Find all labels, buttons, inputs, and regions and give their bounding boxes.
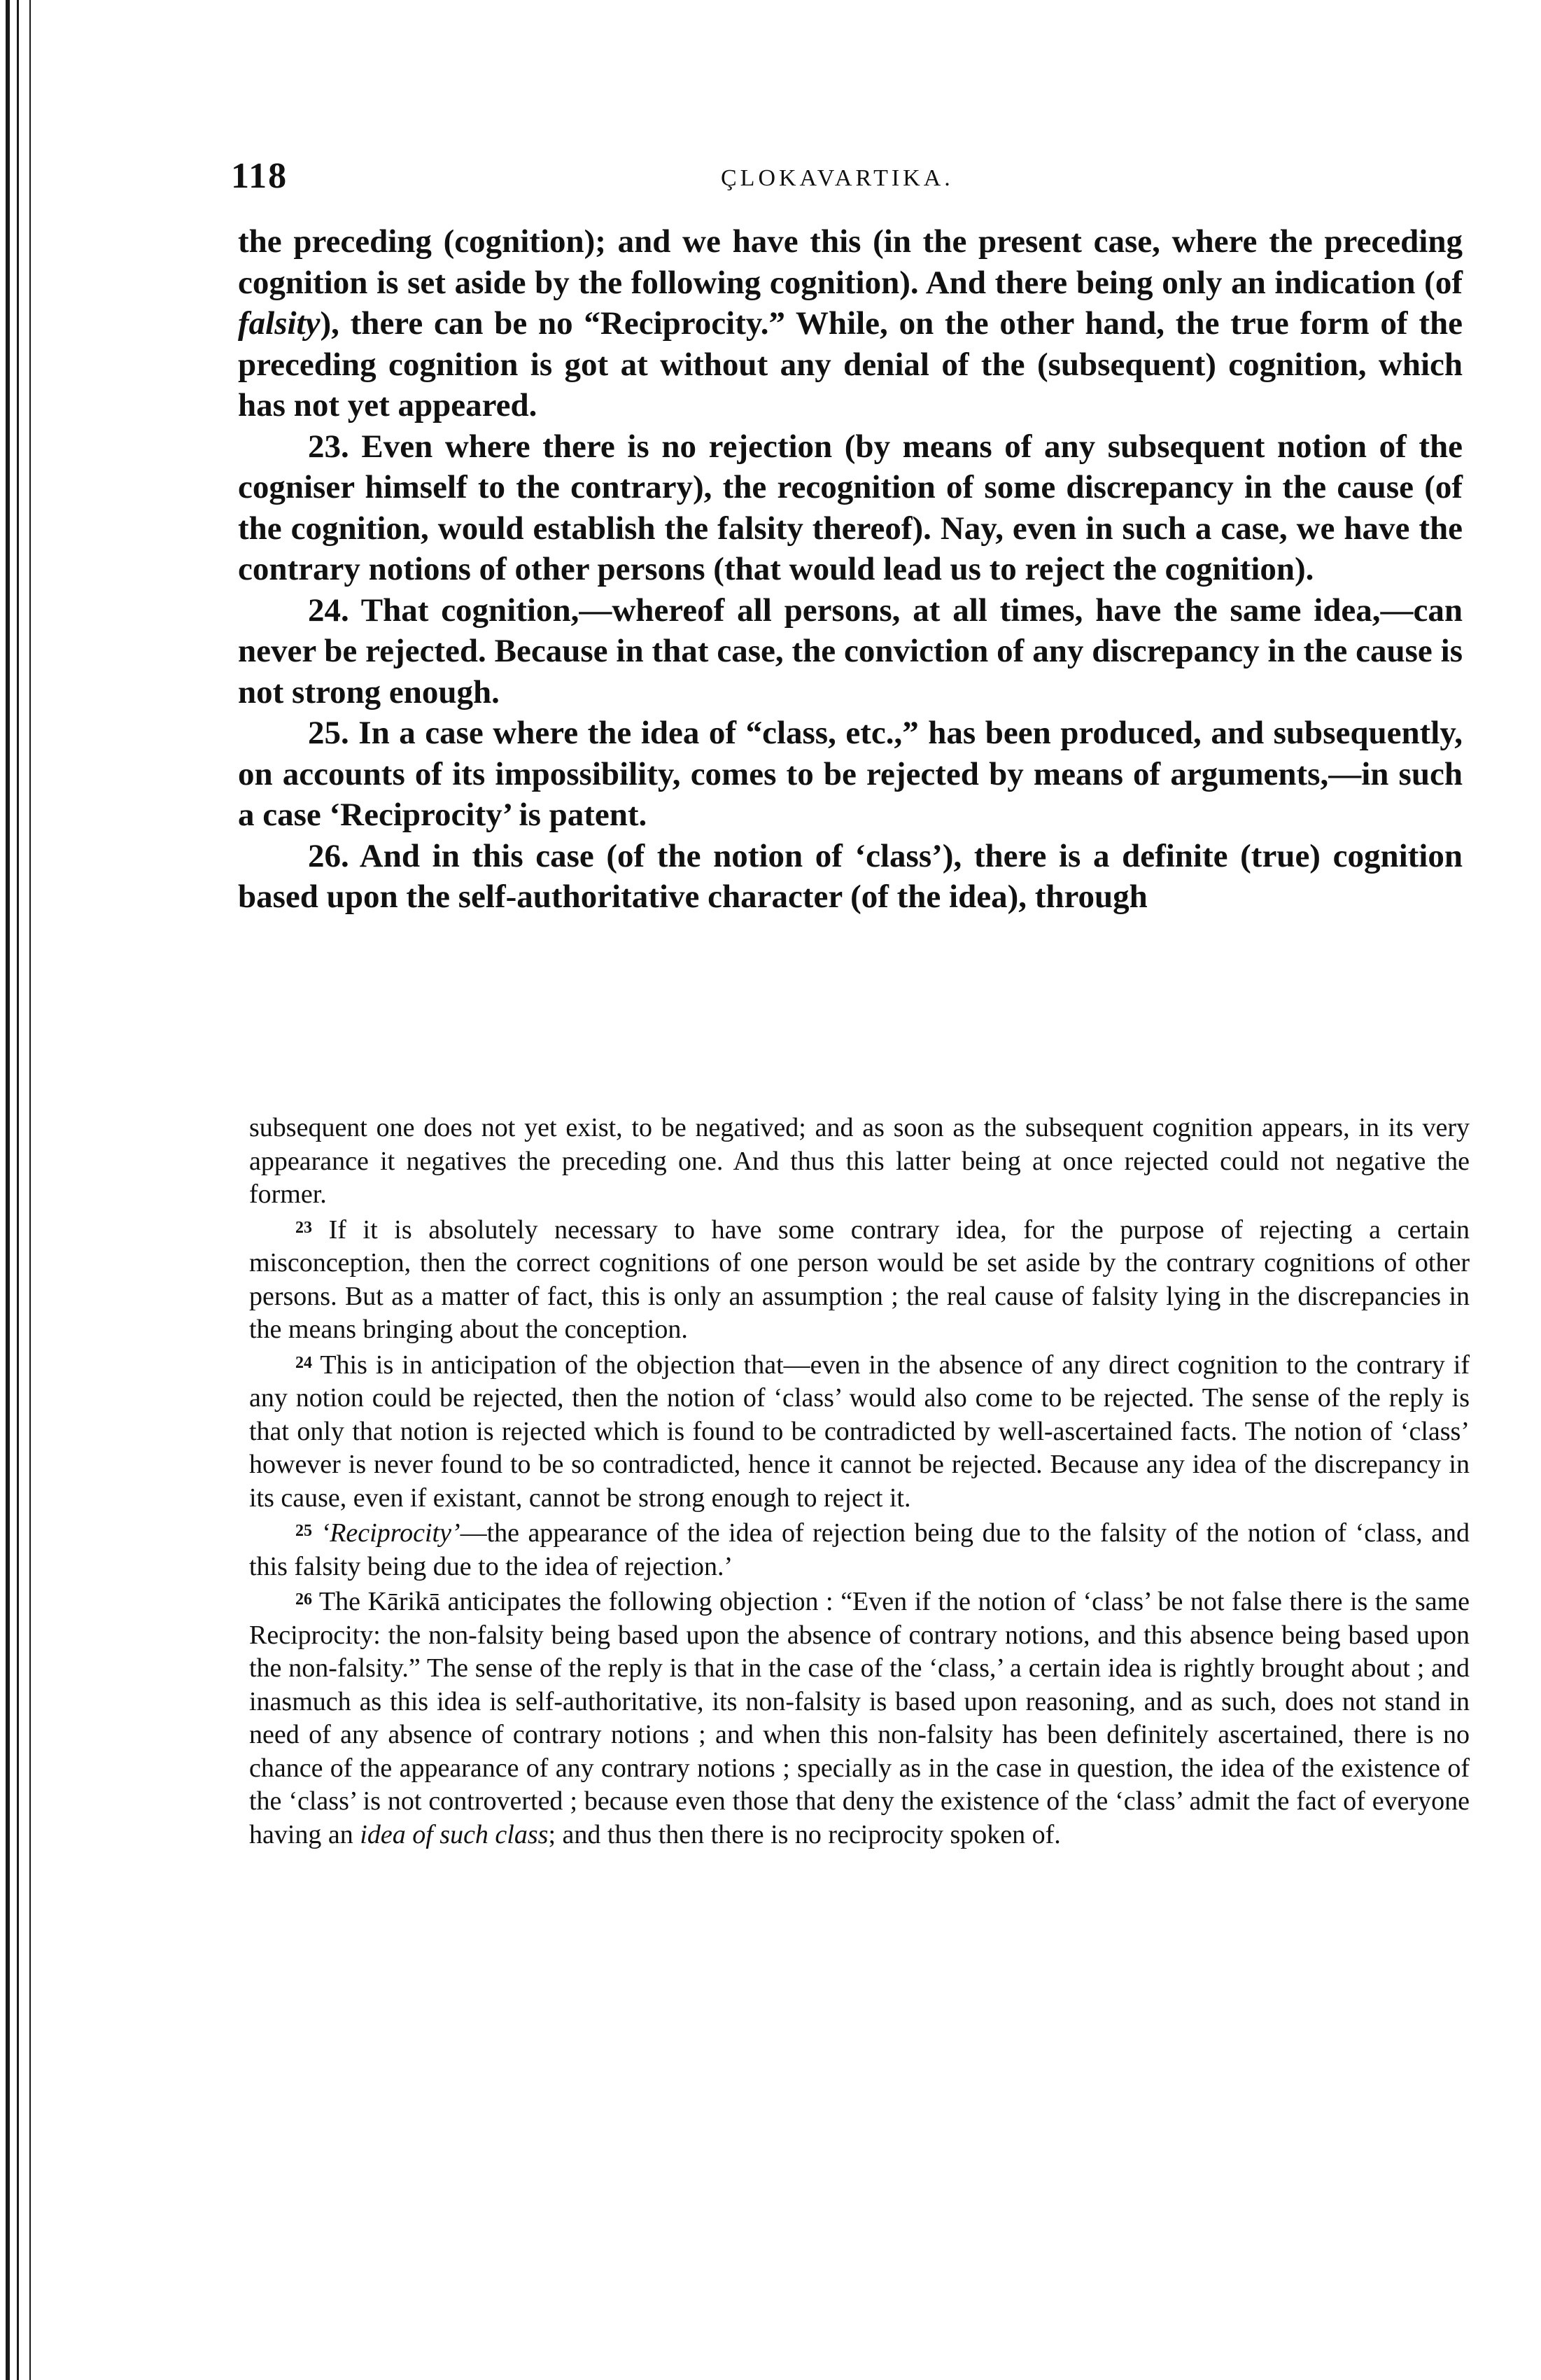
footnote-23: [249, 1212, 1470, 1347]
page-number: 118: [231, 156, 288, 196]
text-segment: ), there can be no “Reciprocity.” While, on the other hand, the true form of the preceding cognition is got at without any denial of the (subsequent) cognition, which has not yet appeared.: [238, 305, 1463, 424]
footnote-number: 23: [295, 1218, 312, 1237]
emphasis-idea-of-class: idea of such class: [360, 1819, 549, 1849]
text-segment: the preceding (cognition); and we have this (in the present case, where the preceding cognition is set aside by the following cognition). And there being only an indication (of: [238, 223, 1463, 301]
paragraph-24: 24. That cognition,—whereof all persons, at all times, have the same idea,—can never be rejected. Because in that case, the conviction of any discrepancy in the cause is not strong enough.: [238, 592, 1463, 710]
emphasis-reciprocity: ‘Reciprocity’: [321, 1518, 460, 1548]
main-text: [238, 221, 1463, 918]
paragraph-26: 26. And in this case (of the notion of ‘class’), there is a definite (true) cognition based upon the self-authoritative character (of the idea), through: [238, 837, 1463, 915]
footnote-24: [249, 1347, 1470, 1516]
paragraph-continued: [238, 221, 1463, 426]
scan-edge-line: [6, 0, 10, 2380]
footnotes: [249, 1112, 1470, 1851]
footnote-continued: subsequent one does not yet exist, to be negatived; and as soon as the subsequent cognition appears, in its very appearance it negatives the preceding one. And thus this latter being at once rejected could not negative the former.: [249, 1113, 1470, 1209]
footnote-number: 26: [295, 1590, 312, 1609]
scan-edge-line: [17, 0, 19, 2380]
footnote-text: —the appearance of the idea of rejection being due to the falsity of the notion of ‘class, and this falsity being due to the idea of rejection.’: [249, 1518, 1470, 1581]
footnote-number: 24: [295, 1353, 312, 1372]
footnote-26: [249, 1583, 1470, 1851]
emphasis-falsity: falsity: [238, 305, 321, 342]
footnote-25: [249, 1515, 1470, 1583]
footnote-text: If it is absolutely necessary to have some contrary idea, for the purpose of rejecting a certain misconception, then the correct cognitions of one person would be set aside by the contrary cognitions of other persons. But as a matter of fact, this is only an assumption ; the real cause of falsity lying in the discrepancies in the means bringing about the conception.: [249, 1214, 1470, 1344]
footnote-text: ; and thus then there is no reciprocity spoken of.: [548, 1819, 1061, 1849]
footnote-text: This is in anticipation of the objection that—even in the absence of any direct cognition to the contrary if any notion could be rejected, then the notion of ‘class’ would also come to be rejected. The sense of the reply is that only that notion is rejected which is found to be contradicted by well-ascertained facts. The notion of ‘class’ however is never found to be so contradicted, hence it cannot be rejected. Because any idea of the discrepancy in its cause, even if existant, cannot be strong enough to reject it.: [249, 1350, 1470, 1513]
scan-edge-line: [29, 0, 31, 2380]
running-head: [231, 155, 1463, 204]
running-title: ÇLOKAVARTIKA.: [721, 165, 954, 191]
paragraph-25: 25. In a case where the idea of “class, etc.,” has been produced, and subsequently, on accounts of its impossibility, comes to be rejected by means of arguments,—in such a case ‘Reciprocity’ is patent.: [238, 715, 1463, 833]
paragraph-23: 23. Even where there is no rejection (by means of any subsequent notion of the cogniser himself to the contrary), the recognition of some discrepancy in the cause (of the cognition, would establish the falsity thereof). Nay, even in such a case, we have the contrary notions of other persons (that would lead us to reject the cognition).: [238, 428, 1463, 587]
footnote-number: 25: [295, 1522, 312, 1540]
footnote-text: The Kārikā anticipates the following objection : “Even if the notion of ‘class’ be not false there is the same Reciprocity: the non-falsity being based upon the absence of contrary notions, and this absence being based upon the non-falsity.” The sense of the reply is that in the case of the ‘class,’ a certain idea is rightly brought about ; and inasmuch as this idea is self-authoritative, its non-falsity is based upon reasoning, and as such, does not stand in need of any absence of contrary notions ; and when this non-falsity has been definitely ascertained, there is no chance of the appearance of any contrary notions ; specially as in the case in question, the idea of the existence of the ‘class’ is not controverted ; because even those that deny the existence of the ‘class’ admit the fact of everyone having an: [249, 1587, 1470, 1849]
